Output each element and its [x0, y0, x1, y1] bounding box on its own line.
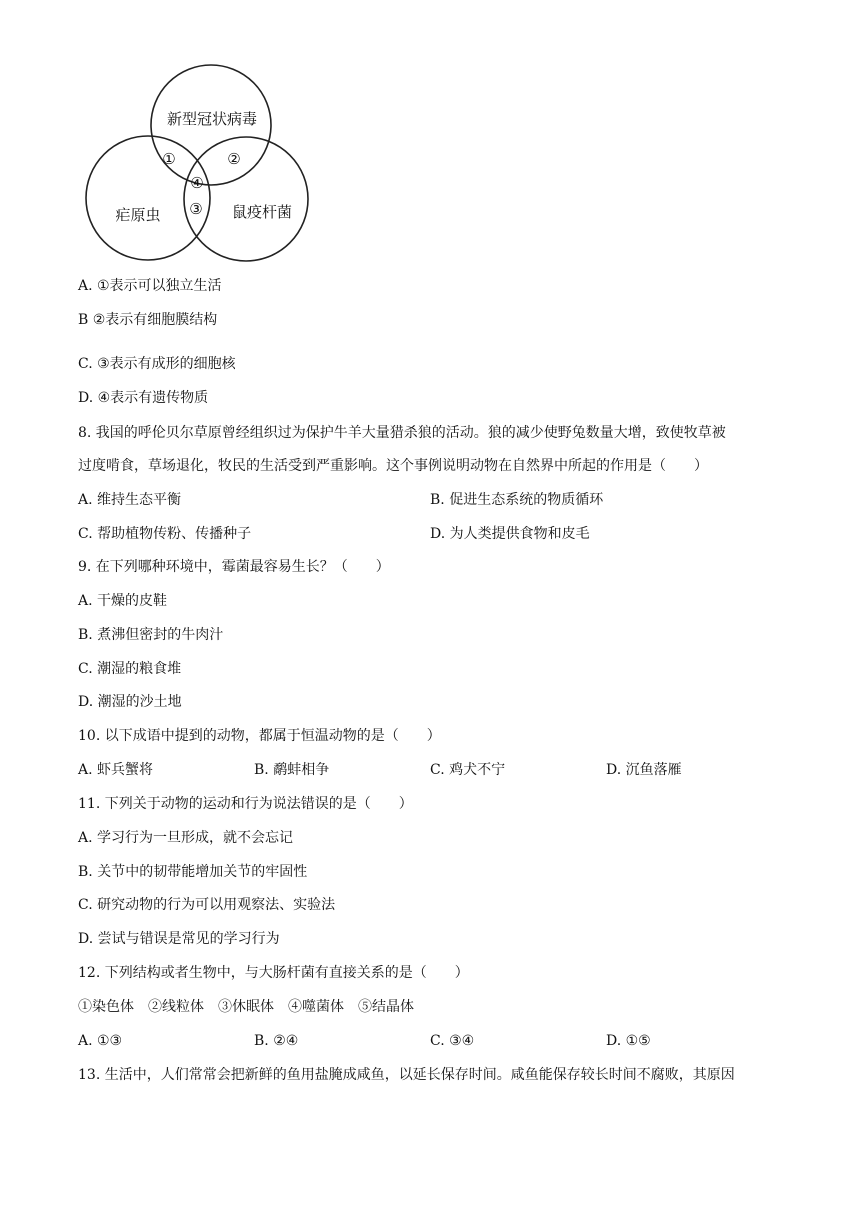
q10-stem: 10. 以下成语中提到的动物，都属于恒温动物的是（ ）	[78, 728, 441, 744]
q10-option-a: A. 虾兵蟹将	[78, 762, 154, 778]
q8-stem-line2: 过度啃食，草场退化，牧民的生活受到严重影响。这个事例说明动物在自然界中所起的作用是（ ）	[78, 458, 708, 474]
label-right: 鼠疫杆菌	[231, 203, 293, 221]
q11-option-c: C. 研究动物的行为可以用观察法、实验法	[78, 897, 336, 913]
q7-option-a: A. ①表示可以独立生活	[78, 278, 222, 294]
q11-option-b: B. 关节中的韧带能增加关节的牢固性	[78, 864, 308, 880]
label-left: 疟原虫	[115, 206, 161, 224]
q7-option-c: C. ③表示有成形的细胞核	[78, 356, 236, 372]
venn-diagram	[78, 62, 338, 262]
region-1: ①	[162, 150, 176, 168]
q12-option-c: C. ③④	[430, 1033, 475, 1049]
q7-option-d: D. ④表示有遗传物质	[78, 390, 209, 406]
circle-left	[86, 136, 210, 260]
q12-option-b: B. ②④	[254, 1033, 299, 1049]
circle-right	[184, 137, 308, 261]
region-3: ③	[189, 200, 203, 218]
q8-option-a: A. 维持生态平衡	[78, 492, 182, 508]
q9-option-c: C. 潮湿的粮食堆	[78, 661, 182, 677]
q9-option-d: D. 潮湿的沙土地	[78, 694, 182, 710]
q12-items: ①染色体 ②线粒体 ③休眠体 ④噬菌体 ⑤结晶体	[78, 999, 414, 1015]
q11-stem: 11. 下列关于动物的运动和行为说法错误的是（ ）	[78, 796, 413, 812]
q8-stem-line1: 8. 我国的呼伦贝尔草原曾经组织过为保护牛羊大量猎杀狼的活动。狼的减少使野兔数量大增，致使牧草被	[78, 425, 726, 441]
q11-option-a: A. 学习行为一旦形成，就不会忘记	[78, 830, 294, 846]
q8-option-c: C. 帮助植物传粉、传播种子	[78, 526, 252, 542]
q9-option-a: A. 干燥的皮鞋	[78, 593, 168, 609]
q10-option-b: B. 鹬蚌相争	[254, 762, 330, 778]
q7-option-b: B ②表示有细胞膜结构	[78, 312, 218, 328]
q13-stem: 13. 生活中，人们常常会把新鲜的鱼用盐腌成咸鱼，以延长保存时间。咸鱼能保存较长时间不腐败，其原因	[78, 1067, 735, 1083]
q8-option-b: B. 促进生态系统的物质循环	[430, 492, 604, 508]
q12-option-d: D. ①⑤	[606, 1033, 651, 1049]
label-top: 新型冠状病毒	[166, 110, 258, 128]
q9-option-b: B. 煮沸但密封的牛肉汁	[78, 627, 224, 643]
q10-option-d: D. 沉鱼落雁	[606, 762, 682, 778]
q12-option-a: A. ①③	[78, 1033, 123, 1049]
q11-option-d: D. 尝试与错误是常见的学习行为	[78, 931, 280, 947]
region-4: ④	[190, 174, 204, 192]
q12-stem: 12. 下列结构或者生物中，与大肠杆菌有直接关系的是（ ）	[78, 965, 469, 981]
region-2: ②	[227, 150, 241, 168]
q9-stem: 9. 在下列哪种环境中，霉菌最容易生长？（ ）	[78, 559, 390, 575]
q8-option-d: D. 为人类提供食物和皮毛	[430, 526, 590, 542]
q10-option-c: C. 鸡犬不宁	[430, 762, 506, 778]
